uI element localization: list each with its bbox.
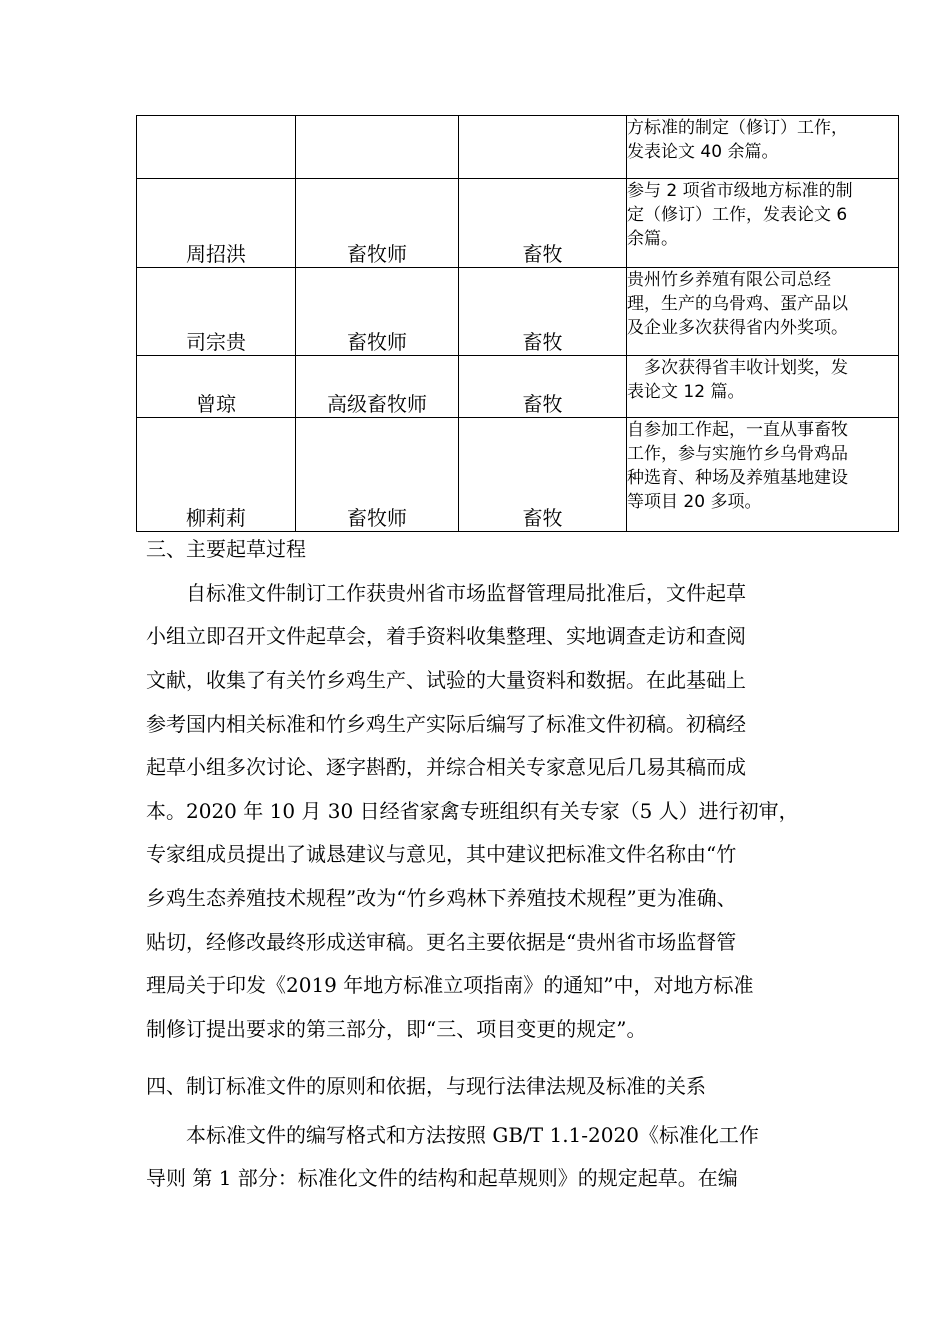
title-cell: 畜牧师	[296, 268, 459, 356]
paragraph-line: 本。2020 年 10 月 30 日经省家禽专班组织有关专家（5 人）进行初审，	[146, 799, 799, 823]
title-cell: 畜牧师	[296, 179, 459, 268]
paragraph-line: 专家组成员提出了诚恳建议与意见，其中建议把标准文件名称由“竹	[146, 842, 737, 866]
description-line: 等项目 20 多项。	[627, 492, 762, 512]
section-heading: 三、主要起草过程	[146, 537, 306, 561]
paragraph-line: 理局关于印发《2019 年地方标准立项指南》的通知”中，对地方标准	[146, 973, 754, 997]
description-line: 贵州竹乡养殖有限公司总经	[627, 270, 831, 290]
description-line: 方标准的制定（修订）工作，	[627, 118, 848, 138]
description-line: 多次获得省丰收计划奖，发	[627, 358, 848, 378]
name-cell: 曾琼	[137, 356, 296, 418]
paragraph-line: 参考国内相关标准和竹乡鸡生产实际后编写了标准文件初稿。初稿经	[146, 712, 746, 736]
section-heading: 四、制订标准文件的原则和依据，与现行法律法规及标准的关系	[146, 1074, 706, 1098]
description-line: 余篇。	[627, 229, 678, 249]
description-line: 理，生产的乌骨鸡、蛋产品以	[627, 294, 848, 314]
paragraph-line: 自标准文件制订工作获贵州省市场监督管理局批准后，文件起草	[146, 581, 746, 605]
field-cell: 畜牧	[459, 268, 627, 356]
name-cell: 周招洪	[137, 179, 296, 268]
paragraph-line: 文献，收集了有关竹乡鸡生产、试验的大量资料和数据。在此基础上	[146, 668, 746, 692]
title-cell: 高级畜牧师	[296, 356, 459, 418]
description-line: 工作，参与实施竹乡乌骨鸡品	[627, 444, 848, 464]
name-cell: 司宗贵	[137, 268, 296, 356]
description-line: 及企业多次获得省内外奖项。	[627, 318, 848, 338]
description-line: 发表论文 40 余篇。	[627, 142, 779, 162]
field-cell: 畜牧	[459, 179, 627, 268]
paragraph-line: 乡鸡生态养殖技术规程”改为“竹乡鸡林下养殖技术规程”更为准确、	[146, 886, 737, 910]
paragraph-line: 小组立即召开文件起草会，着手资料收集整理、实地调查走访和查阅	[146, 624, 746, 648]
description-line: 种选育、种场及养殖基地建设	[627, 468, 848, 488]
name-cell: 柳莉莉	[137, 418, 296, 532]
paragraph-line: 本标准文件的编写格式和方法按照 GB/T 1.1-2020《标准化工作	[146, 1123, 759, 1147]
paragraph-line: 导则 第 1 部分：标准化文件的结构和起草规则》的规定起草。在编	[146, 1166, 738, 1190]
field-cell: 畜牧	[459, 418, 627, 532]
field-cell: 畜牧	[459, 356, 627, 418]
paragraph-line: 制修订提出要求的第三部分，即“三、项目变更的规定”。	[146, 1017, 647, 1041]
body-text	[146, 0, 836, 1344]
description-line: 自参加工作起，一直从事畜牧	[627, 420, 848, 440]
description-line: 定（修订）工作，发表论文 6	[627, 205, 848, 225]
paragraph-line: 贴切，经修改最终形成送审稿。更名主要依据是“贵州省市场监督管	[146, 930, 737, 954]
description-line: 参与 2 项省市级地方标准的制	[627, 181, 853, 201]
paragraph-line: 起草小组多次讨论、逐字斟酌，并综合相关专家意见后几易其稿而成	[146, 755, 746, 779]
title-cell: 畜牧师	[296, 418, 459, 532]
description-line: 表论文 12 篇。	[627, 382, 745, 402]
